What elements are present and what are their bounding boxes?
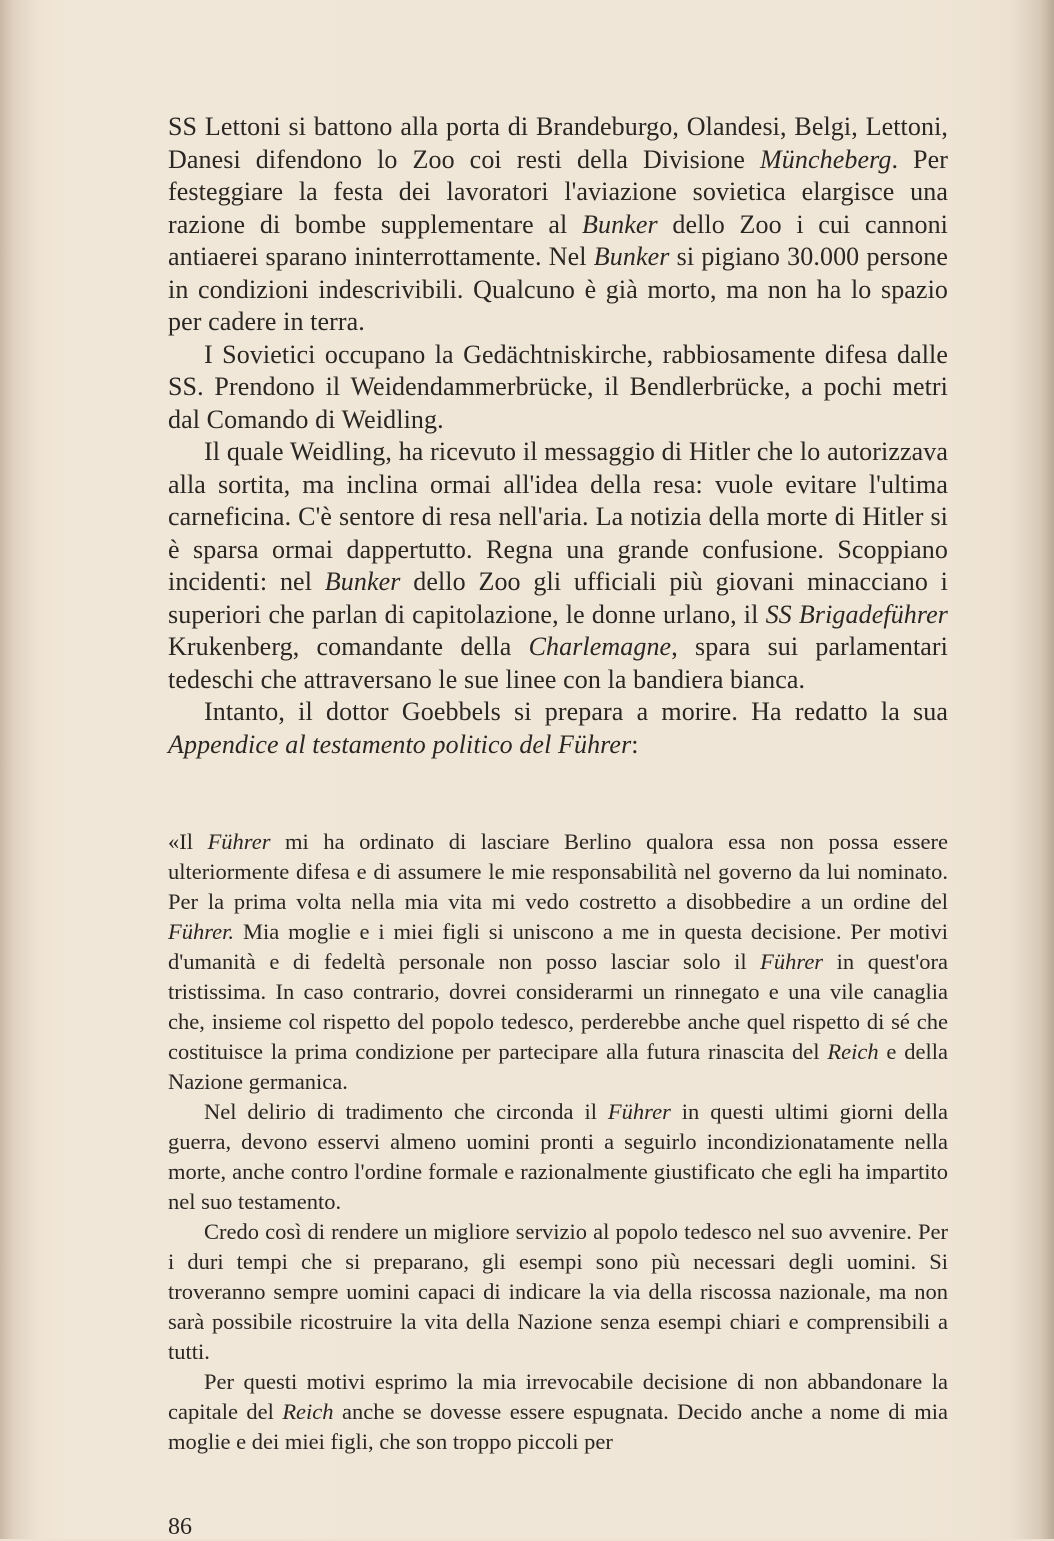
quote-paragraph-3: Credo così di rendere un migliore servizio al popolo tedesco nel suo avvenire. Per i duri tempi che si preparano, gli esempi sono più necessari degli uomini. Si troveranno sempre uomini capaci di indicare la via della riscossa nazionale, ma non sarà possibile ricostruire la vita della Nazione senza esempi chiari e comprensibili a tutti. — [168, 1219, 948, 1364]
page-number: 86 — [168, 1514, 192, 1540]
paragraph-1: SS Lettoni si battono alla porta di Brandeburgo, Olandesi, Belgi, Lettoni, Danesi difendono lo Zoo coi resti della Divisione Müncheberg. Per festeggiare la festa dei lavoratori l'aviazione sovietica elargisce una razione di bombe supplementare al Bunker dello Zoo i cui cannoni antiaerei sparano ininterrottamente. Nel Bunker si pigiano 30.000 persone in condizioni indescrivibili. Qualcuno è già morto, ma non ha lo spazio per cadere in terra. — [168, 112, 949, 336]
quote-paragraph-2: Nel delirio di tradimento che circonda il Führer in questi ultimi giorni della guerra, devono esservi almeno uomini pronti a seguirlo incondizionatamente nella morte, anche contro l'ordine formale e razionalmente giustificato che egli ha impartito nel suo testamento. — [168, 1099, 948, 1214]
body-text — [168, 111, 948, 761]
quote-paragraph-4: Per questi motivi esprimo la mia irrevocabile decisione di non abbandonare la capitale del Reich anche se dovesse essere espugnata. Decido anche a nome di mia moglie e dei miei figli, che son troppo piccoli per — [168, 1369, 948, 1454]
quote-paragraph-1: «Il Führer mi ha ordinato di lasciare Berlino qualora essa non possa essere ulteriormente difesa e di assumere le mie responsabilità nel governo da lui nominato. Per la prima volta nella mia vita mi vedo costretto a disobbedire a un ordine del Führer. Mia moglie e i miei figli si uniscono a me in questa decisione. Per motivi d'umanità e di fedeltà personale non posso lasciar solo il Führer in quest'ora tristissima. In caso contrario, dovrei considerarmi un rinnegato e una vile canaglia che, insieme col rispetto del popolo tedesco, perderebbe anche quel rispetto di sé che costituisce la prima condizione per partecipare alla futura rinascita del Reich e della Nazione germanica. — [168, 829, 949, 1094]
paragraph-4: Intanto, il dottor Goebbels si prepara a morire. Ha redatto la sua Appendice al testamento politico del Führer: — [168, 697, 948, 759]
paragraph-3: Il quale Weidling, ha ricevuto il messaggio di Hitler che lo autorizzava alla sortita, ma inclina ormai all'idea della resa: vuole evitare l'ultima carneficina. C'è sentore di resa nell'aria. La notizia della morte di Hitler si è sparsa ormai dappertutto. Regna una grande confusione. Scoppiano incidenti: nel Bunker dello Zoo gli ufficiali più giovani minacciano i superiori che parlan di capitolazione, le donne urlano, il SS Brigadeführer Krukenberg, comandante della Charlemagne, spara sui parlamentari tedeschi che attraversano le sue linee con la bandiera bianca. — [168, 437, 949, 694]
paragraph-2: I Sovietici occupano la Gedächtniskirche, rabbiosamente difesa dalle SS. Prendono il Weidendammerbrücke, il Bendlerbrücke, a pochi metri dal Comando di Weidling. — [168, 339, 948, 434]
quoted-appendix — [168, 827, 948, 1457]
